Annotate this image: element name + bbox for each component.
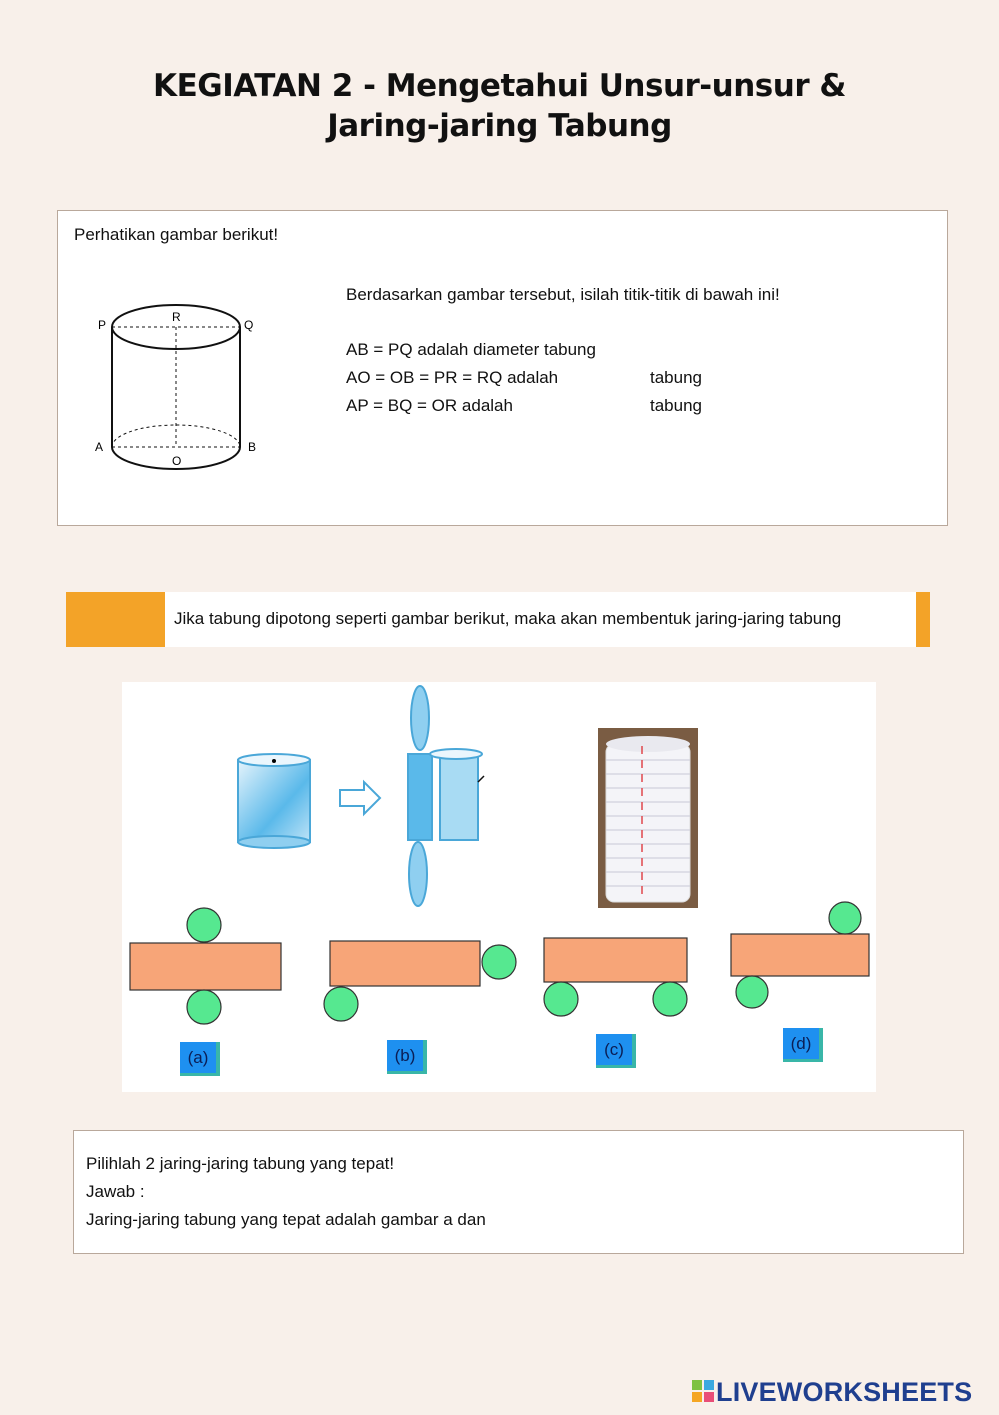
- page-title: [0, 66, 999, 146]
- label-q: Q: [244, 318, 254, 332]
- label-a: A: [95, 440, 104, 454]
- banner-accent-right: [916, 592, 930, 647]
- net-label-b: (b): [387, 1040, 427, 1074]
- paper-cylinder-photo: [598, 728, 698, 908]
- title-line-2: Jaring-jaring Tabung: [327, 108, 672, 144]
- answer-box: [73, 1130, 964, 1254]
- answer-text: Jaring-jaring tabung yang tepat adalah gambar a dan: [86, 1210, 486, 1229]
- label-o: O: [172, 454, 182, 468]
- net-label-a: (a): [180, 1042, 220, 1076]
- net-label-d: (d): [783, 1028, 823, 1062]
- cylinder-elements-box: [57, 210, 948, 526]
- cylinder-net-figure: [122, 682, 876, 1092]
- question-intro: Berdasarkan gambar tersebut, isilah titik-titik di bawah ini!: [346, 285, 780, 304]
- info-banner: [66, 592, 930, 647]
- banner-text: Jika tabung dipotong seperti gambar berikut, maka akan membentuk jaring-jaring tabung: [174, 609, 842, 628]
- question-2-prefix: AO = OB = PR = RQ adalah: [346, 368, 559, 387]
- answer-label: Jawab :: [86, 1182, 145, 1201]
- arrow-icon: [340, 782, 380, 814]
- question-3-prefix: AP = BQ = OR adalah: [346, 396, 513, 415]
- question-3-suffix: tabung: [650, 396, 702, 415]
- label-p: P: [98, 318, 107, 332]
- instruction-text: Perhatikan gambar berikut!: [74, 225, 279, 244]
- net-illustration: [122, 682, 876, 1092]
- net-b: [324, 941, 516, 1021]
- net-a: [130, 908, 281, 1024]
- cylinder-diagram: [88, 297, 288, 497]
- cut-cylinder: [408, 686, 484, 906]
- banner-accent-left: [66, 592, 165, 647]
- logo-icon: [692, 1380, 714, 1402]
- choice-question: Pilihlah 2 jaring-jaring tabung yang tepat!: [86, 1154, 395, 1173]
- net-label-c: (c): [596, 1034, 636, 1068]
- label-b: B: [248, 440, 257, 454]
- title-line-1: KEGIATAN 2 - Mengetahui Unsur-unsur &: [153, 68, 846, 104]
- blue-cylinder: [238, 754, 310, 848]
- net-c: [544, 938, 687, 1016]
- label-r: R: [172, 310, 181, 324]
- net-d: [731, 902, 869, 1008]
- question-1: AB = PQ adalah diameter tabung: [346, 340, 596, 359]
- question-2-suffix: tabung: [650, 368, 702, 387]
- logo-text: LIVEWORKSHEETS: [716, 1377, 973, 1407]
